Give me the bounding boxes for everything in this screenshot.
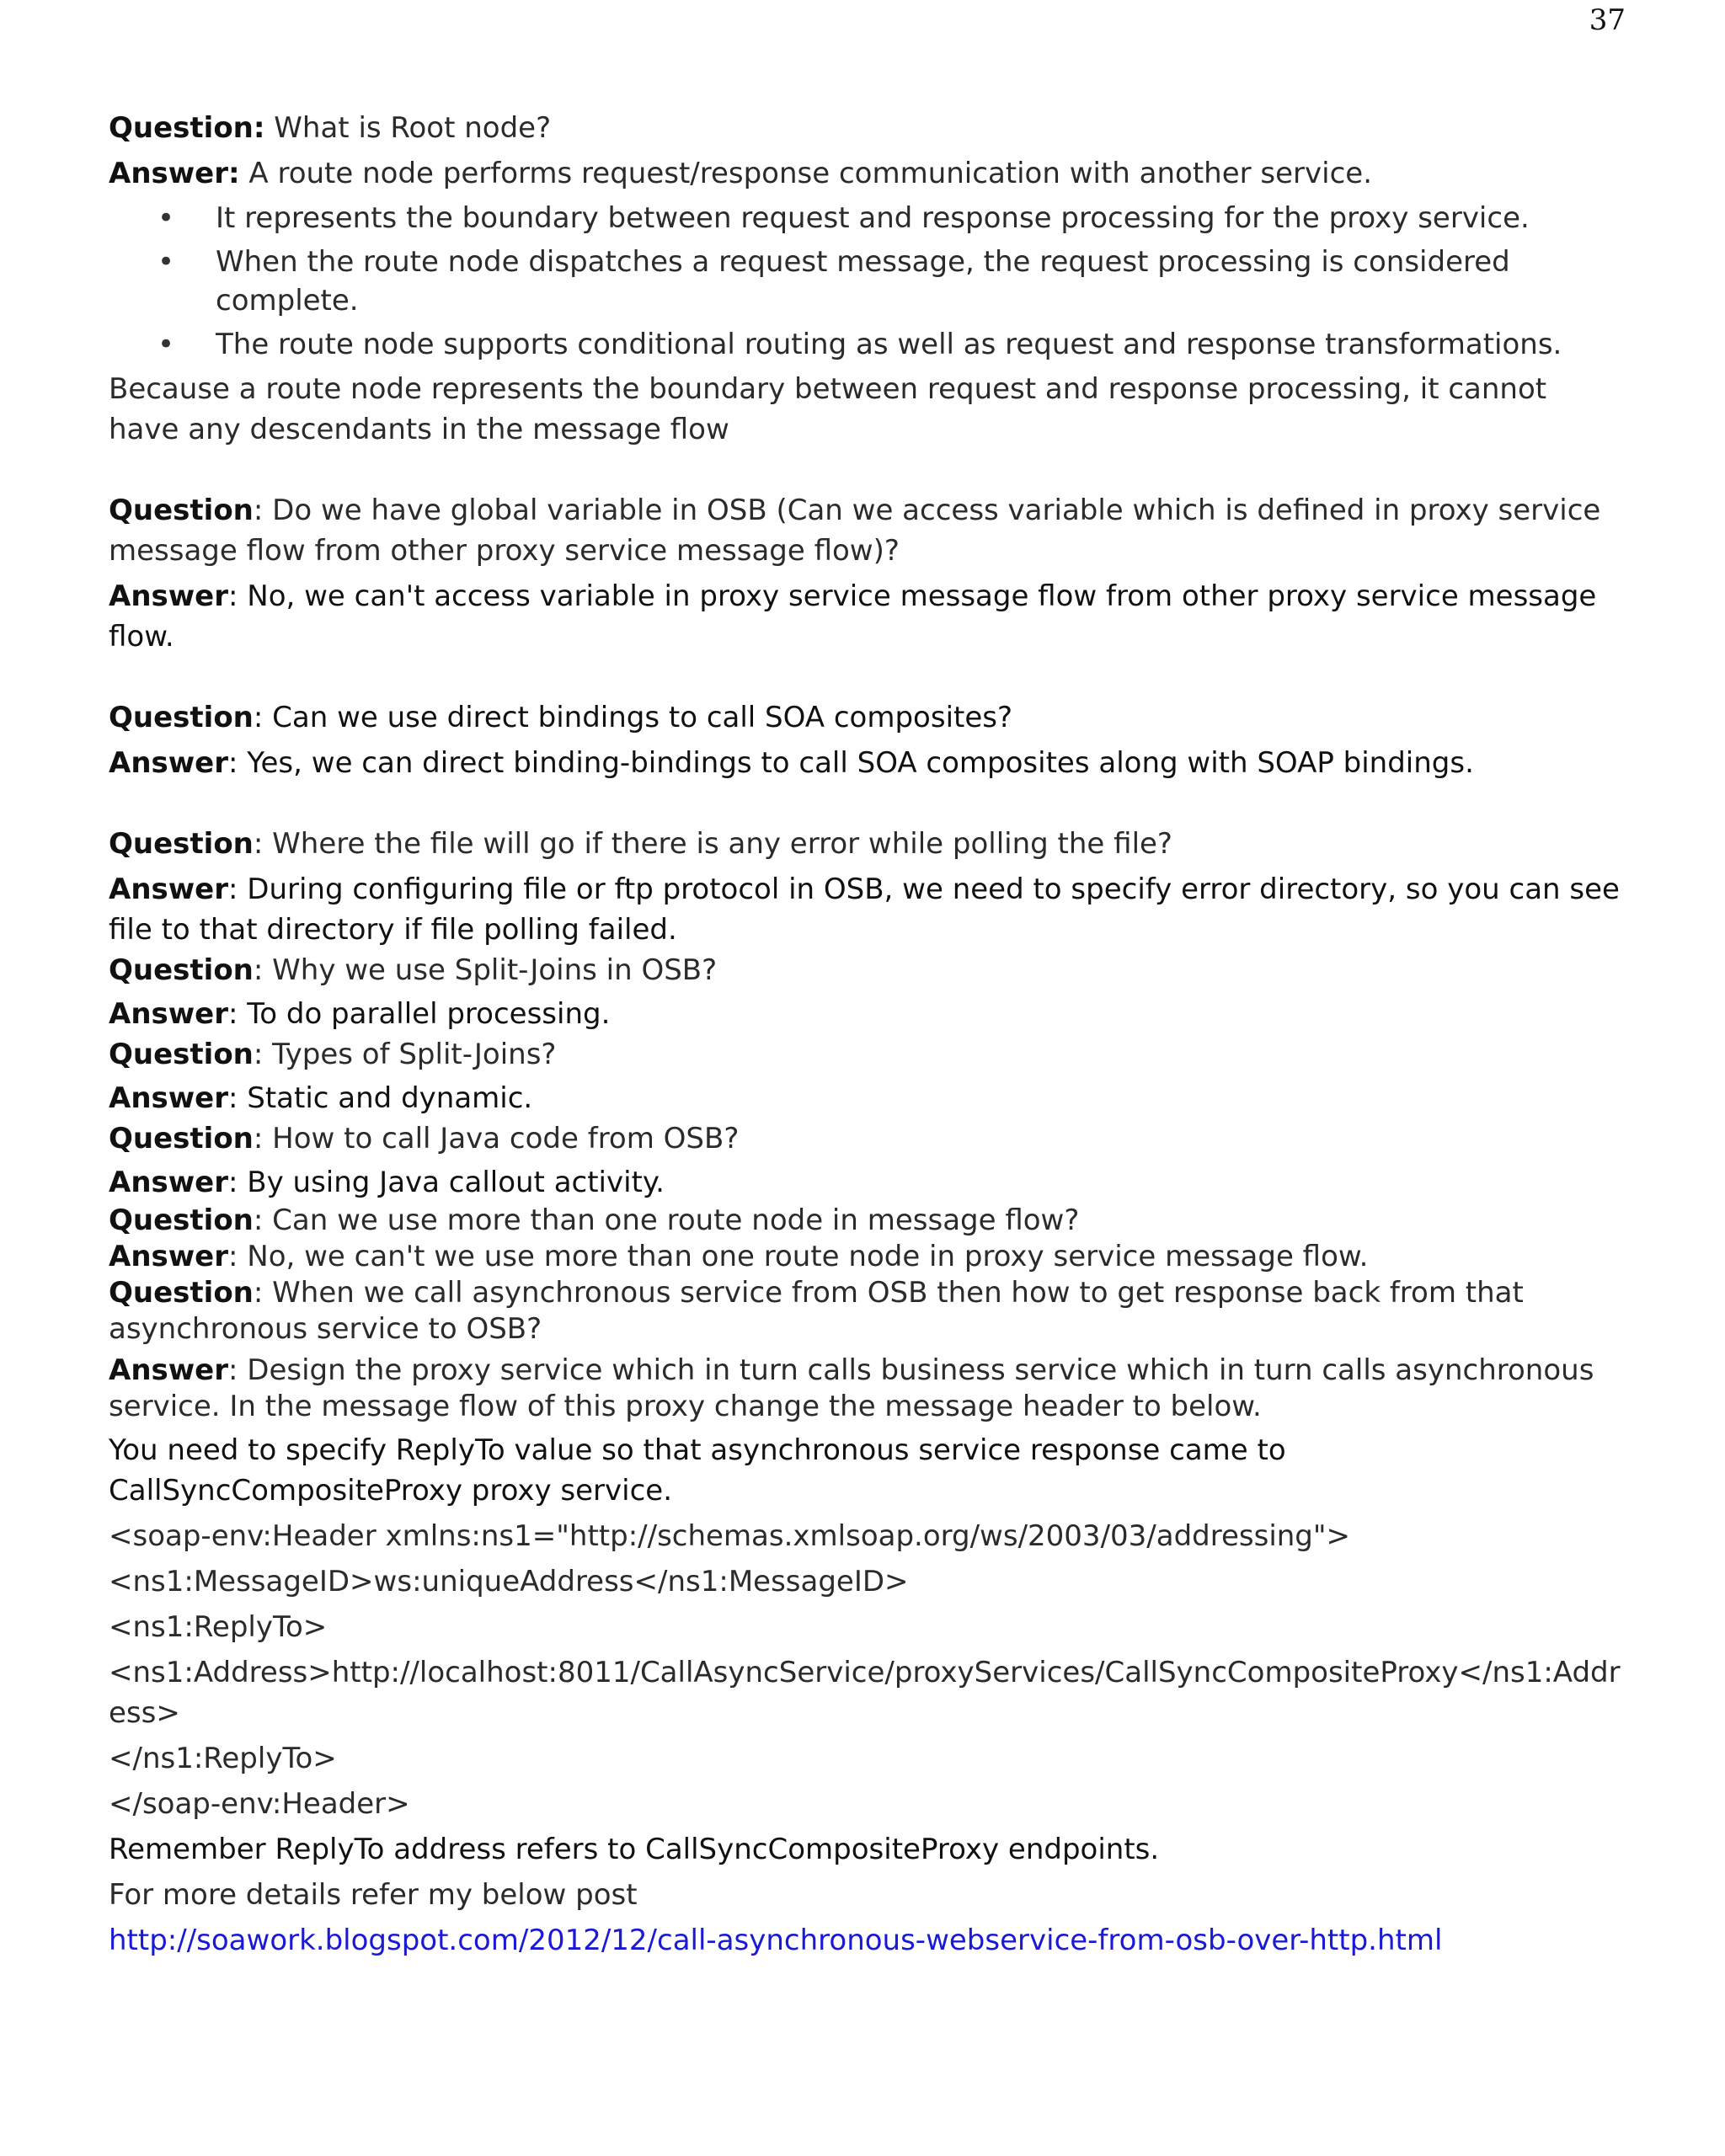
- question-text: : Why we use Split-Joins in OSB?: [253, 953, 718, 987]
- question-label: Question: [109, 1276, 254, 1310]
- remember-note: Remember ReplyTo address refers to CallSyncCompositeProxy endpoints.: [109, 1833, 1160, 1866]
- answer-file-error: [109, 869, 1625, 950]
- question-label: Question: [109, 953, 254, 987]
- answer-text: : During configuring file or ftp protocol in OSB, we need to specify error directory, so you can see file to that directory if file polling failed.: [109, 873, 1620, 947]
- answer-text: : No, we can't access variable in proxy service message flow from other proxy service message flow.: [109, 579, 1597, 654]
- bullet-item: • When the route node dispatches a request message, the request processing is considered complete.: [109, 243, 1625, 320]
- answer-split-joins-use: [109, 994, 1625, 1034]
- question-label: Question: [109, 494, 254, 527]
- answer-root-node: [109, 153, 1625, 194]
- answer-direct-bindings: [109, 743, 1625, 783]
- answer-split-joins-types: [109, 1078, 1625, 1118]
- answer-async-response: [109, 1353, 1625, 1425]
- question-split-joins-use: [109, 950, 1625, 990]
- question-async-response: [109, 1275, 1625, 1348]
- answer-label: Answer: [109, 579, 228, 613]
- question-text: : Do we have global variable in OSB (Can we access variable which is defined in proxy service message flow from other proxy service message flow)?: [109, 494, 1601, 568]
- question-text: What is Root node?: [274, 111, 552, 145]
- replyto-paragraph: You need to specify ReplyTo value so that asynchronous service response came to CallSyncCompositeProxy proxy service.: [109, 1433, 1286, 1508]
- code-line: <ns1:Address>http://localhost:8011/CallAsyncService/proxyServices/CallSyncCompositeProxy</ns1:Address>: [109, 1656, 1621, 1730]
- question-root-node: [109, 108, 1625, 148]
- answer-java-callout: [109, 1162, 1625, 1203]
- question-label: Question:: [109, 111, 265, 145]
- question-label: Question: [109, 701, 254, 734]
- bullet-item: • The route node supports conditional routing as well as request and response transformations.: [109, 325, 1625, 364]
- answer-text: : By using Java callout activity.: [228, 1166, 665, 1199]
- question-label: Question: [109, 1038, 254, 1071]
- question-split-joins-types: [109, 1034, 1625, 1075]
- code-line: </ns1:ReplyTo>: [109, 1742, 337, 1775]
- question-global-variable: [109, 490, 1625, 571]
- answer-label: Answer: [109, 873, 228, 906]
- question-direct-bindings: [109, 697, 1625, 738]
- question-label: Question: [109, 1122, 254, 1155]
- answer-label: Answer: [109, 1081, 228, 1115]
- answer-global-variable: [109, 576, 1625, 657]
- code-line: <ns1:ReplyTo>: [109, 1610, 328, 1644]
- question-multiple-route-nodes: [109, 1203, 1625, 1239]
- question-text: : Can we use more than one route node in message flow?: [253, 1203, 1080, 1237]
- spacer: [109, 657, 1625, 697]
- answer-label: Answer: [109, 1166, 228, 1199]
- answer-multiple-route-nodes: [109, 1239, 1625, 1275]
- bullet-item: • It represents the boundary between request and response processing for the proxy service.: [109, 199, 1625, 237]
- answer-label: Answer: [109, 1240, 228, 1273]
- document-body: [109, 108, 1625, 1961]
- bullet-list: [109, 199, 1625, 364]
- code-line: <soap-env:Header xmlns:ns1="http://schemas.xmlsoap.org/ws/2003/03/addressing">: [109, 1519, 1351, 1553]
- more-details-text: For more details refer my below post: [109, 1878, 638, 1912]
- spacer: [109, 783, 1625, 824]
- answer-label: Answer: [109, 1353, 228, 1387]
- code-line: <ns1:MessageID>ws:uniqueAddress</ns1:MessageID>: [109, 1565, 909, 1598]
- question-text: : When we call asynchronous service from OSB then how to get response back from that asynchronous service to OSB?: [109, 1276, 1524, 1346]
- answer-label: Answer: [109, 997, 228, 1031]
- answer-text: : To do parallel processing.: [228, 997, 611, 1031]
- answer-text: : Design the proxy service which in turn calls business service which in turn calls asynchronous service. In the message flow of this proxy change the message header to below.: [109, 1353, 1594, 1423]
- question-text: : Can we use direct bindings to call SOA composites?: [253, 701, 1013, 734]
- page-number: 37: [1589, 3, 1626, 37]
- route-node-note: Because a route node represents the boundary between request and response processing, it cannot have any descendants in the message flow: [109, 372, 1547, 446]
- code-line: </soap-env:Header>: [109, 1787, 410, 1821]
- answer-text: : Yes, we can direct binding-bindings to call SOA composites along with SOAP bindings.: [228, 746, 1474, 780]
- blog-post-link[interactable]: http://soawork.blogspot.com/2012/12/call-asynchronous-webservice-from-osb-over-http.html: [109, 1924, 1443, 1957]
- answer-text: : No, we can't we use more than one route node in proxy service message flow.: [228, 1240, 1369, 1273]
- answer-label: Answer:: [109, 157, 240, 190]
- spacer: [109, 450, 1625, 490]
- question-text: : Types of Split-Joins?: [253, 1038, 557, 1071]
- question-label: Question: [109, 1203, 254, 1237]
- question-java-callout: [109, 1118, 1625, 1159]
- question-file-error: [109, 824, 1625, 864]
- answer-label: Answer: [109, 746, 228, 780]
- answer-text: A route node performs request/response communication with another service.: [248, 157, 1373, 190]
- question-text: : How to call Java code from OSB?: [253, 1122, 740, 1155]
- question-label: Question: [109, 827, 254, 861]
- answer-text: : Static and dynamic.: [228, 1081, 533, 1115]
- question-text: : Where the file will go if there is any error while polling the file?: [253, 827, 1172, 861]
